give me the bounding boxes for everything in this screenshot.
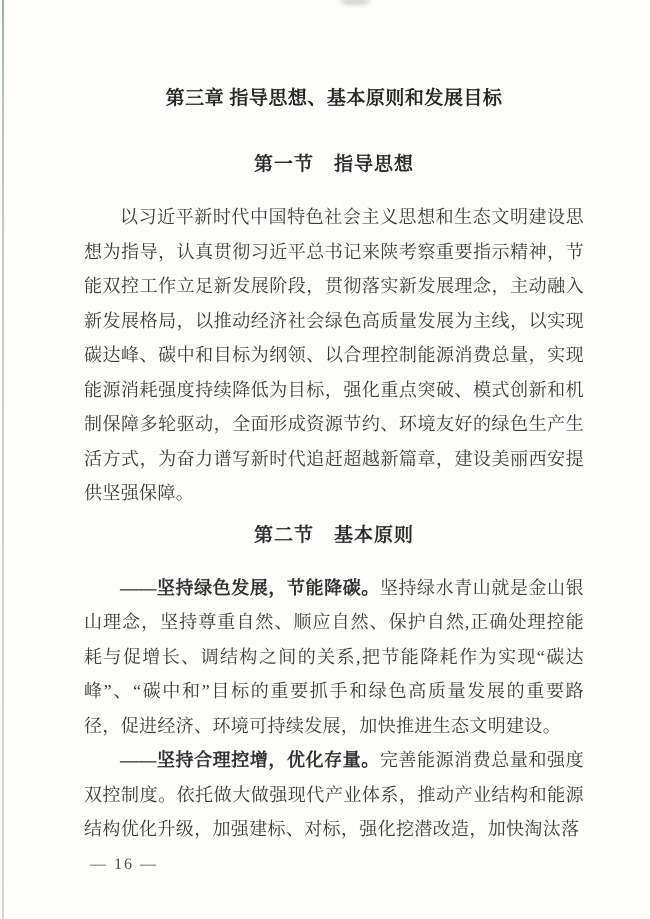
paragraph-lead: ——坚持合理控增，优化存量。 [120,750,380,770]
paragraph-text: 完善能源消费总量和强度双控制度。依托做大做强现代产业体系，推动产业结构和能源结构优化升级，加强建标、对标，强化挖潜改造，加快淘汰落 [84,750,584,839]
document-content [84,0,584,847]
scan-edge-artifact [2,0,4,919]
paragraph-green-development [84,571,584,744]
chapter-title: 第三章 指导思想、基本原则和发展目标 [165,88,503,109]
paragraph-lead: ——坚持绿色发展，节能降碳。 [120,577,380,598]
paragraph-control-growth [84,743,584,847]
section-title-guiding-ideology: 第一节 指导思想 [253,154,414,175]
section-title-basic-principles: 第二节 基本原则 [253,524,414,546]
page-number: — 16 — [90,856,158,873]
paragraph-text: 以习近平新时代中国特色社会主义思想和生态文明建设思想为指导，认真贯彻习近平总书记来陕考察重要指示精神，节能双控工作立足新发展阶段，贯彻落实新发展理念，主动融入新发展格局，以推动经济社会绿色高质量发展为主线，以实现碳达峰、碳中和目标为纲领、以合理控制能源消费总量，实现能源消耗强度持续降低为目标，强化重点突破、模式创新和机制保障多轮驱动，全面形成资源节约、环境友好的绿色生产生活方式，为奋力谱写新时代追赶超越新篇章，建设美丽西安提供坚强保障。 [84,207,584,503]
paragraph-text: 坚持绿水青山就是金山银山理念，坚持尊重自然、顺应自然、保护自然,正确处理控能耗与促增长、调结构之间的关系,把节能降耗作为实现“碳达峰”、“碳中和”目标的重要抓手和绿色高质量发展的重要路径，促进经济、环境可持续发展，加快推进生态文明建设。 [84,577,584,736]
paragraph-guiding-ideology [84,200,584,511]
